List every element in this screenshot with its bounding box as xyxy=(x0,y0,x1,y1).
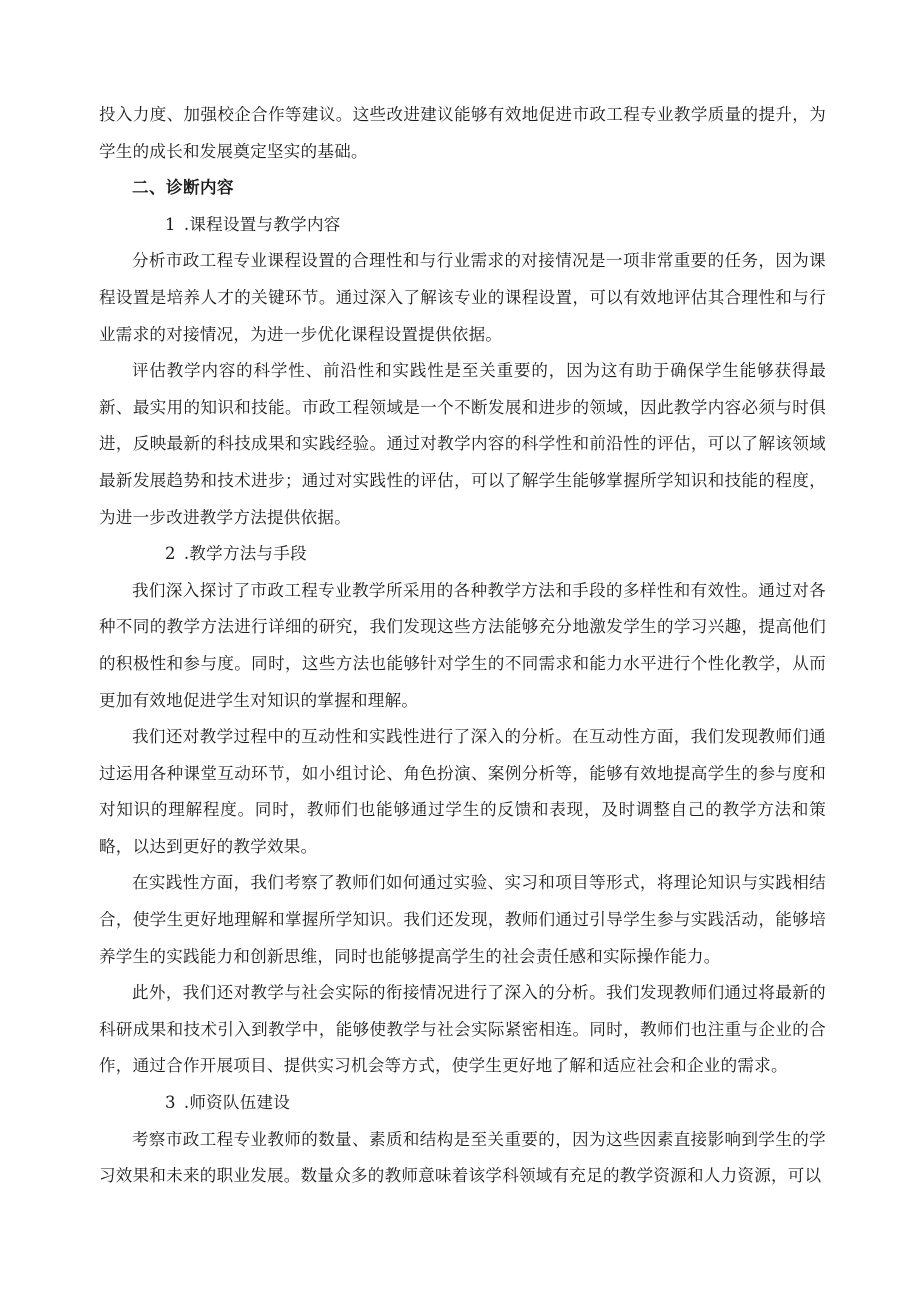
subsection-title: .师资队伍建设 xyxy=(183,1093,291,1113)
document-body xyxy=(99,97,826,1195)
paragraph: 考察市政工程专业教师的数量、素质和结构是至关重要的，因为这些因素直接影响到学生的学习效果和未来的职业发展。数量众多的教师意味着该学科领域有充足的教学资源和人力资源，可以 xyxy=(99,1129,826,1186)
subsection-number: 3 xyxy=(165,1093,176,1113)
paragraph: 分析市政工程专业课程设置的合理性和与行业需求的对接情况是一项非常重要的任务，因为课程设置是培养人才的关键环节。通过深入了解该专业的课程设置，可以有效地评估其合理性和与行业需求的对接情况，为进一步优化课程设置提供依据。 xyxy=(99,251,826,344)
paragraph: 在实践性方面，我们考察了教师们如何通过实验、实习和项目等形式，将理论知识与实践相结合，使学生更好地理解和掌握所学知识。我们还发现，教师们通过引导学生参与实践活动，能够培养学生的实践能力和创新思维，同时也能够提高学生的社会责任感和实际操作能力。 xyxy=(99,873,826,966)
subsection-heading-3 xyxy=(99,1085,826,1122)
paragraph: 我们还对教学过程中的互动性和实践性进行了深入的分析。在互动性方面，我们发现教师们通过运用各种课堂互动环节，如小组讨论、角色扮演、案例分析等，能够有效地提高学生的参与度和对知识的理解程度。同时，教师们也能够通过学生的反馈和表现，及时调整自己的教学方法和策略，以达到更好的教学效果。 xyxy=(99,727,826,856)
paragraph: 评估教学内容的科学性、前沿性和实践性是至关重要的，因为这有助于确保学生能够获得最新、最实用的知识和技能。市政工程领域是一个不断发展和进步的领域，因此教学内容必须与时俱进，反映最新的科技成果和实践经验。通过对教学内容的科学性和前沿性的评估，可以了解该领域最新发展趋势和技术进步；通过对实践性的评估，可以了解学生能够掌握所学知识和技能的程度，为进一步改进教学方法提供依据。 xyxy=(99,361,826,527)
subsection-number: 1 xyxy=(165,214,176,234)
subsection-title: .课程设置与教学内容 xyxy=(183,214,341,234)
subsection-heading-2 xyxy=(99,536,826,573)
subsection-title: .教学方法与手段 xyxy=(183,544,307,564)
subsection-number: 2 xyxy=(165,544,176,564)
paragraph: 此外，我们还对教学与社会实际的衔接情况进行了深入的分析。我们发现教师们通过将最新的科研成果和技术引入到教学中，能够使教学与社会实际紧密相连。同时，教师们也注重与企业的合作，通过合作开展项目、提供实习机会等方式，使学生更好地了解和适应社会和企业的需求。 xyxy=(99,983,826,1076)
continuation-paragraph: 投入力度、加强校企合作等建议。这些改进建议能够有效地促进市政工程专业教学质量的提升，为学生的成长和发展奠定坚实的基础。 xyxy=(99,105,826,161)
paragraph: 我们深入探讨了市政工程专业教学所采用的各种教学方法和手段的多样性和有效性。通过对各种不同的教学方法进行详细的研究，我们发现这些方法能够充分地激发学生的学习兴趣，提高他们的积极性和参与度。同时，这些方法也能够针对学生的不同需求和能力水平进行个性化教学，从而更加有效地促进学生对知识的掌握和理解。 xyxy=(99,580,826,710)
section-heading: 二、诊断内容 xyxy=(132,178,234,198)
subsection-heading-1 xyxy=(99,207,826,244)
